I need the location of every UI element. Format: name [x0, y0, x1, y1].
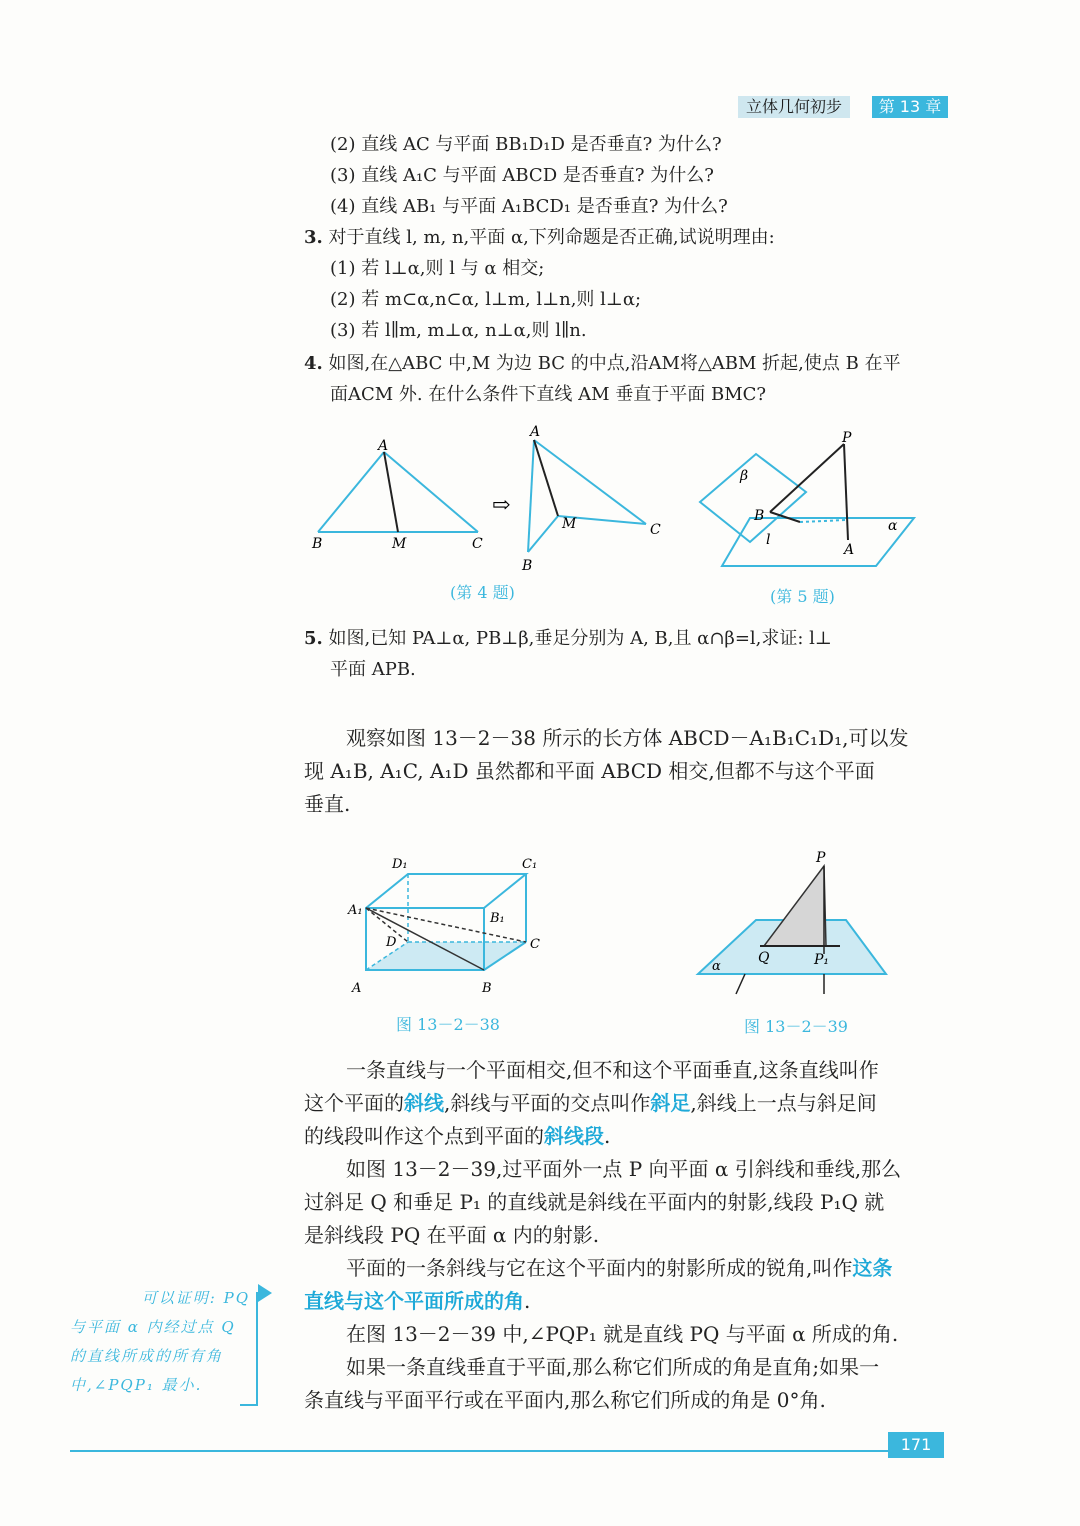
- fig39-caption: 图 13－2－39: [744, 1017, 848, 1036]
- paragraph-1-line-2: 现 A₁B, A₁C, A₁D 虽然都和平面 ABCD 相交,但都不与这个平面: [304, 759, 875, 783]
- exercise-5: [304, 624, 832, 654]
- fig4-label-B: B: [312, 536, 323, 552]
- exercise-text: 如图,在△ABC 中,M 为边 BC 的中点,沿AM将△ABM 折起,使点 B 在平: [328, 353, 901, 374]
- fig38-caption: 图 13－2－38: [396, 1015, 500, 1034]
- paragraph-1-line-1: 观察如图 13－2－38 所示的长方体 ABCD－A₁B₁C₁D₁,可以发: [346, 726, 909, 750]
- keyword-line-plane-angle: 直线与这个平面所成的角: [304, 1289, 524, 1313]
- fig38-label-A1: A₁: [348, 903, 363, 918]
- exercise-text: 如图,已知 PA⊥α, PB⊥β,垂足分别为 A, B,且 α∩β=l,求证: l⊥: [328, 628, 832, 649]
- arrow-icon: ⇨: [492, 493, 511, 518]
- keyword-line-plane-angle-start: 这条: [852, 1256, 893, 1280]
- paragraph-1-line-3: 垂直.: [304, 792, 351, 816]
- sidenote-arrow-icon: [258, 1284, 272, 1302]
- paragraph-6-line-1: 如果一条直线垂直于平面,那么称它们所成的角是直角;如果一: [346, 1355, 880, 1379]
- text-span: 的线段叫作这个点到平面的: [304, 1124, 544, 1148]
- paragraph-4-line-2: [304, 1285, 530, 1318]
- fig4-label-A: A: [378, 438, 389, 454]
- fig39-triangle: [764, 866, 826, 946]
- section-title: 立体几何初步: [738, 96, 850, 118]
- fig4-caption: (第 4 题): [450, 583, 515, 602]
- fig38-label-D: D: [386, 935, 397, 950]
- figure-4-5: [300, 420, 950, 610]
- paragraph-2-line-3: [304, 1120, 610, 1153]
- fig38-label-D1: D₁: [392, 857, 408, 872]
- keyword-oblique-segment: 斜线段: [544, 1124, 604, 1148]
- exercise-4-line-2: 面ACM 外. 在什么条件下直线 AM 垂直于平面 BMC?: [330, 384, 767, 405]
- text-span: 平面的一条斜线与它在这个平面内的射影所成的锐角,叫作: [346, 1256, 853, 1280]
- text-span: 这个平面的: [304, 1091, 404, 1115]
- exercise-3: [304, 223, 775, 253]
- sidenote-line-1: 可以证明: PQ: [141, 1289, 250, 1307]
- exercise-3-sub-2: (2) 若 m⊂α,n⊂α, l⊥m, l⊥n,则 l⊥α;: [330, 289, 642, 310]
- paragraph-2-line-2: [304, 1087, 877, 1120]
- exercise-number: 5.: [304, 628, 323, 649]
- paragraph-5-line-1: 在图 13－2－39 中,∠PQP₁ 就是直线 PQ 与平面 α 所成的角.: [346, 1322, 899, 1346]
- paragraph-2-line-1: 一条直线与一个平面相交,但不和这个平面垂直,这条直线叫作: [346, 1058, 879, 1082]
- paragraph-6-line-2: 条直线与平面平行或在平面内,那么称它们所成的角是 0°角.: [304, 1388, 826, 1412]
- fig5-label-B: B: [754, 508, 765, 524]
- paragraph-4-line-1: [346, 1252, 892, 1285]
- fig5-caption: (第 5 题): [770, 587, 835, 606]
- fig5-triangle: [770, 444, 848, 540]
- fig4-folded-label-B: B: [522, 558, 533, 574]
- exercise-2-sub-4: (4) 直线 AB₁ 与平面 A₁BCD₁ 是否垂直? 为什么?: [330, 196, 728, 217]
- paragraph-3-line-1: 如图 13－2－39,过平面外一点 P 向平面 α 引斜线和垂线,那么: [346, 1157, 902, 1181]
- exercise-3-sub-1: (1) 若 l⊥α,则 l 与 α 相交;: [330, 258, 545, 279]
- fig38-label-B: B: [482, 981, 492, 996]
- exercise-5-line-2: 平面 APB.: [330, 659, 416, 680]
- fig4-folded-label-A: A: [530, 424, 541, 440]
- sidenote-border: [256, 1292, 258, 1404]
- chapter-badge: 第 13 章: [872, 96, 948, 118]
- paragraph-3-line-2: 过斜足 Q 和垂足 P₁ 的直线就是斜线在平面内的射影,线段 P₁Q 就: [304, 1190, 885, 1214]
- fig5-label-beta: β: [740, 468, 749, 484]
- paragraph-3-line-3: 是斜线段 PQ 在平面 α 内的射影.: [304, 1223, 600, 1247]
- fig5-label-l: l: [766, 532, 771, 548]
- sidenote-line-2: 与平面 α 内经过点 Q: [70, 1318, 236, 1336]
- fig4-triangle-flat: [318, 452, 478, 532]
- text-span: .: [524, 1289, 531, 1313]
- figure-38-39: [340, 846, 900, 1042]
- text-span: .: [604, 1124, 611, 1148]
- text-span: ,斜线与平面的交点叫作: [444, 1091, 651, 1115]
- fig39-label-P1: P₁: [814, 952, 830, 968]
- fig4-folded-label-M: M: [562, 516, 577, 532]
- fig5-label-alpha: α: [888, 518, 898, 534]
- sidenote-border-foot: [240, 1404, 258, 1406]
- fig38-label-B1: B₁: [490, 911, 505, 926]
- fig5-label-A: A: [844, 542, 855, 558]
- keyword-oblique-foot: 斜足: [650, 1091, 691, 1115]
- exercise-3-sub-3: (3) 若 l∥m, m⊥α, n⊥α,则 l∥n.: [330, 320, 587, 341]
- fig38-label-C: C: [530, 937, 540, 952]
- page-number: 171: [888, 1432, 944, 1458]
- text-span: ,斜线上一点与斜足间: [690, 1091, 877, 1115]
- fig4-folded-label-C: C: [650, 522, 661, 538]
- fig39-label-alpha: α: [712, 959, 721, 974]
- fig38-label-C1: C₁: [522, 857, 538, 872]
- exercise-number: 3.: [304, 227, 323, 248]
- fig4-triangle-folded: [528, 440, 646, 552]
- fig39-oblique-below: [736, 974, 745, 994]
- sidenote-line-3: 的直线所成的所有角: [70, 1347, 224, 1365]
- footer-rule: [70, 1450, 888, 1452]
- fig39-label-P: P: [816, 850, 826, 866]
- exercise-number: 4.: [304, 353, 323, 374]
- exercise-2-sub-3: (3) 直线 A₁C 与平面 ABCD 是否垂直? 为什么?: [330, 165, 714, 186]
- exercise-2-sub-2: (2) 直线 AC 与平面 BB₁D₁D 是否垂直? 为什么?: [330, 134, 722, 155]
- fig5-label-P: P: [842, 430, 852, 446]
- fig5-planes: [700, 454, 914, 566]
- exercise-text: 对于直线 l, m, n,平面 α,下列命题是否正确,试说明理由:: [328, 227, 775, 248]
- fig39-label-Q: Q: [758, 950, 770, 966]
- exercise-4: [304, 349, 901, 379]
- fig4-label-M: M: [392, 536, 407, 552]
- sidenote-line-4: 中,∠PQP₁ 最小.: [70, 1376, 203, 1394]
- fig4-label-C: C: [472, 536, 483, 552]
- keyword-oblique-line: 斜线: [404, 1091, 444, 1115]
- fig38-label-A: A: [352, 981, 362, 996]
